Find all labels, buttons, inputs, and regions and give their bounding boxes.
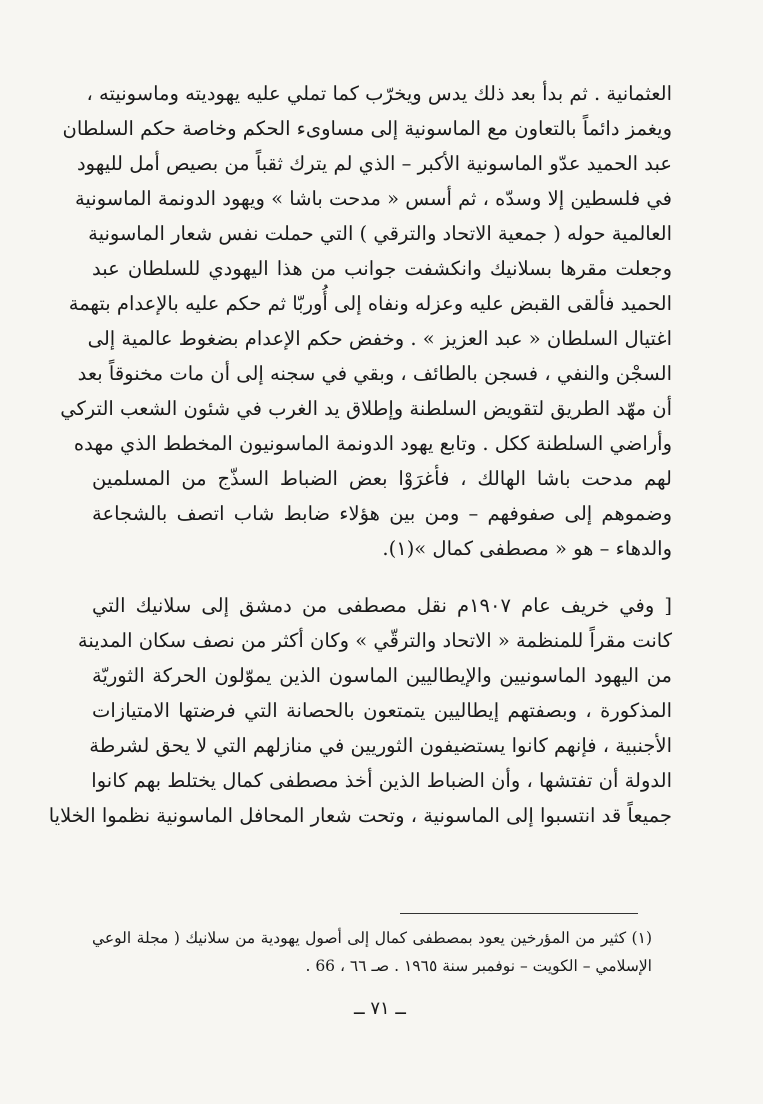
text-line: العثمانية . ثم بدأ بعد ذلك يدس ويخرّب كما تملي عليه يهوديته وماسونيته ، (86, 82, 672, 105)
paragraph-gap (92, 566, 672, 588)
text-line: والدهاء – هو « مصطفى كمال »(١). (382, 537, 672, 560)
main-text (48, 76, 673, 833)
text-line: وضموهم إلى صفوفهم – ومن بين هؤلاء ضابط شاب اتصف بالشجاعة (92, 502, 672, 525)
text-line: أن مهّد الطريق لتقويض السلطنة وإطلاق يد الغرب في شئون الشعب التركي (60, 397, 672, 420)
paragraph-1 (60, 76, 673, 566)
text-line: وأراضي السلطنة ككل . وتابع يهود الدونمة الماسونيون المخطط الذي مهده (73, 432, 672, 455)
footnote-line: (١) كثير من المؤرخين يعود بمصطفى كمال إلى أصول يهودية من سلانيك ( مجلة الوعي (92, 929, 652, 947)
text-line: [ وفي خريف عام ١٩٠٧م نقل مصطفى من دمشق إلى سلانيك التي (92, 594, 672, 617)
text-line: لهم مدحت باشا الهالك ، فأغرَوْا بعض الضباط السذّج من المسلمين (92, 467, 672, 490)
text-line: في فلسطين إلا وسدّه ، ثم أسس « مدحت باشا » ويهود الدونمة الماسونية (74, 187, 672, 210)
text-line: الأجنبية ، فإنهم كانوا يستضيفون الثوريين في منازلهم التي لا يحق لشرطة (89, 734, 672, 757)
text-line: كانت مقراً للمنظمة « الاتحاد والترقّي » وكان أكثر من نصف سكان المدينة (77, 629, 672, 652)
footnote (92, 924, 652, 980)
page-number: ــ ٧١ ــ (354, 998, 406, 1019)
text-line: الدولة أن تفتشها ، وأن الضباط الذين أخذ مصطفى كمال يختلط بهم كانوا (91, 769, 672, 792)
paragraph-2 (48, 588, 672, 833)
footnote-line: الإسلامي – الكويت – نوفمبر سنة ١٩٦٥ . صـ ٦٦ ، 66 . (305, 957, 652, 975)
text-line: ويغمز دائماً بالتعاون مع الماسونية إلى مساوىء الحكم وخاصة حكم السلطان (62, 117, 672, 140)
text-line: من اليهود الماسونيين والإيطاليين الماسون الذين يموّلون الحركة الثوريّة (92, 664, 672, 687)
text-line: وجعلت مقرها بسلانيك وانكشفت جوانب من هذا اليهودي للسلطان عبد (92, 257, 673, 280)
text-line: جميعاً قد انتسبوا إلى الماسونية ، وتحت شعار المحافل الماسونية نظموا الخلايا (48, 804, 672, 827)
text-line: عبد الحميد عدّو الماسونية الأكبر – الذي لم يترك ثقباً من بصيص أمل لليهود (76, 152, 672, 175)
text-line: اغتيال السلطان « عبد العزيز » . وخفض حكم الإعدام بضغوط عالمية إلى (87, 327, 672, 350)
footnote-divider (400, 913, 638, 914)
text-line: المذكورة ، وبصفتهم إيطاليين يتمتعون بالحصانة التي فرضتها الامتيازات (92, 699, 672, 722)
text-line: العالمية حوله ( جمعية الاتحاد والترقي ) التي حملت نفس شعار الماسونية (88, 222, 672, 245)
text-line: السجْن والنفي ، فسجن بالطائف ، وبقي في سجنه إلى أن مات مخنوقاً بعد (77, 362, 672, 385)
text-line: الحميد فألقى القبض عليه وعزله ونفاه إلى أُوربّا ثم حكم عليه بالإعدام بتهمة (68, 292, 672, 315)
